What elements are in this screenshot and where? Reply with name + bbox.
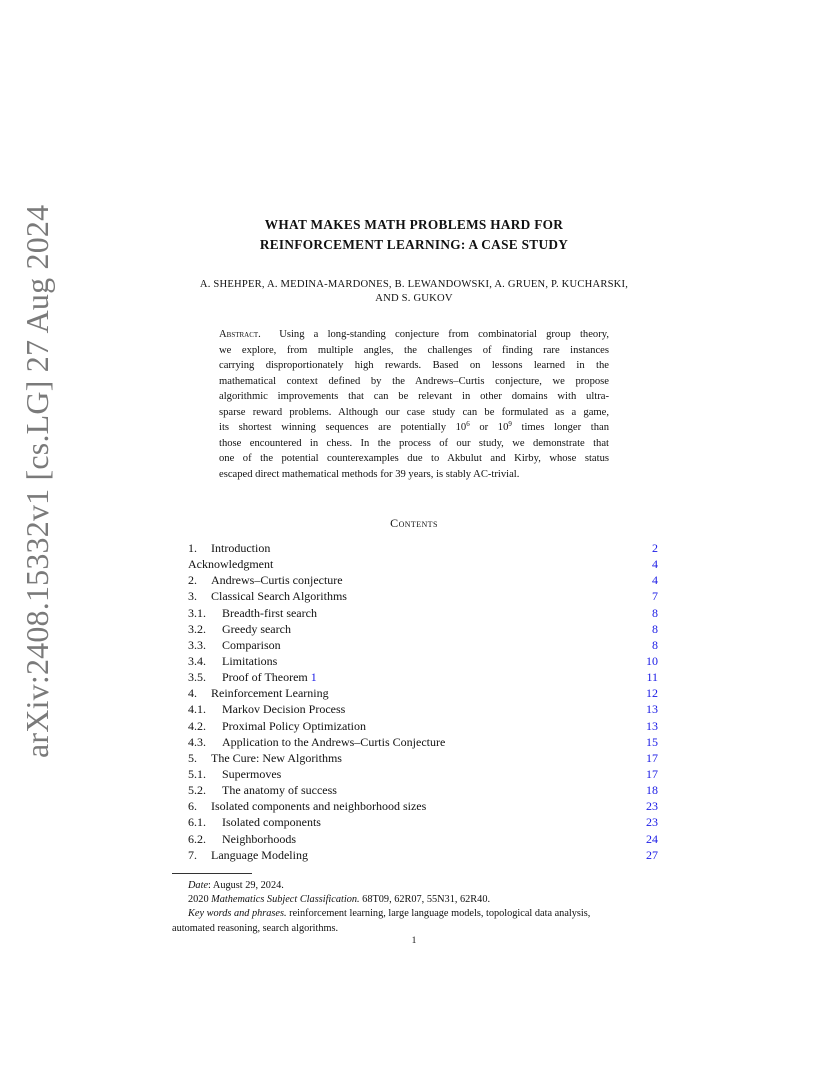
- footnote-value: 68T09, 62R07, 55N31, 62R40.: [359, 894, 491, 906]
- toc-section-number: 6.1.: [188, 815, 206, 830]
- toc-entry[interactable]: [188, 605, 658, 621]
- toc-title-text: Supermoves: [222, 766, 282, 781]
- toc-section-title: [211, 572, 343, 588]
- toc-page-link[interactable]: 8: [652, 621, 658, 636]
- toc-entry[interactable]: [188, 685, 658, 701]
- toc-section-number: 3.3.: [188, 637, 206, 652]
- abstract-line: algorithmic improvements that can be relevant in other domains with ultra-: [219, 391, 609, 402]
- toc-section-title: [222, 653, 277, 669]
- footnote-msc: [172, 893, 658, 907]
- footnote-label: Key words and phrases.: [188, 908, 287, 920]
- toc-title-text: Neighborhoods: [222, 831, 296, 846]
- toc-section-number: 3.1.: [188, 605, 206, 620]
- toc-page-link[interactable]: 11: [646, 670, 658, 685]
- toc-title-text: The Cure: New Algorithms: [211, 750, 342, 765]
- abstract-line: [219, 420, 609, 436]
- toc-section-title: [222, 605, 317, 621]
- toc-title-text: Comparison: [222, 637, 281, 652]
- toc-page-link[interactable]: 24: [646, 831, 658, 846]
- toc-entry[interactable]: [188, 588, 658, 604]
- abstract-line: escaped direct mathematical methods for 39 years, is stably AC-trivial.: [219, 468, 520, 480]
- toc-section-title: [222, 782, 337, 798]
- toc-section-number: 5.: [188, 750, 197, 765]
- footnote-value: reinforcement learning, large language models, topological data analysis,: [286, 908, 591, 920]
- abstract-text: Using a long-standing conjecture from combinatorial group theory,: [279, 329, 610, 340]
- toc-section-title: [211, 540, 270, 556]
- toc-title-text: Acknowledgment: [188, 557, 274, 572]
- toc-section-title: [211, 798, 426, 814]
- toc-section-title: [222, 766, 281, 782]
- abstract-line: mathematical context defined by the Andrews–Curtis conjecture, we propose: [219, 375, 609, 387]
- toc-entry[interactable]: [188, 814, 658, 830]
- toc-entry[interactable]: [188, 734, 658, 750]
- footnote-value: : August 29, 2024.: [208, 880, 284, 891]
- abstract: [219, 327, 609, 482]
- footnote-rule: [172, 873, 252, 874]
- arxiv-identifier: arXiv:2408.15332v1 [cs.LG] 27 Aug 2024: [19, 204, 55, 758]
- toc-title-text: Proximal Policy Optimization: [222, 718, 366, 733]
- theorem-reference-link[interactable]: 1: [310, 670, 317, 685]
- toc-entry[interactable]: [188, 718, 658, 734]
- abstract-heading: Abstract.: [219, 329, 261, 340]
- toc-entry[interactable]: [188, 701, 658, 717]
- abstract-line: sparse reward problems. Although our case study can be formulated as a game,: [219, 406, 609, 418]
- toc-section-number: 4.: [188, 686, 197, 701]
- toc-section-number: 7.: [188, 847, 197, 862]
- toc-section-number: 4.3.: [188, 734, 206, 749]
- toc-entry[interactable]: [188, 621, 658, 637]
- toc-title-text: Markov Decision Process: [222, 702, 346, 717]
- toc-title-text: Greedy search: [222, 621, 291, 636]
- toc-page-link[interactable]: 4: [652, 557, 658, 572]
- toc-section-number: 1.: [188, 541, 197, 555]
- toc-section-title: [211, 750, 342, 766]
- toc-title-text: Isolated components: [222, 815, 321, 830]
- toc-section-title: [222, 814, 321, 830]
- toc-page-link[interactable]: 10: [646, 653, 658, 668]
- toc-section-title: [211, 588, 347, 604]
- toc-section-number: 4.1.: [188, 702, 206, 717]
- toc-title-text: Isolated components and neighborhood sizes: [211, 799, 427, 814]
- toc-section-number: 4.2.: [188, 718, 206, 733]
- toc-entry[interactable]: [188, 572, 658, 588]
- toc-page-link[interactable]: 13: [646, 702, 658, 717]
- toc-title-text: Proof of Theorem: [222, 670, 311, 685]
- toc-title-text: Limitations: [222, 653, 278, 668]
- author-line-1: A. SHEHPER, A. MEDINA-MARDONES, B. LEWANDOWSKI, A. GRUEN, P. KUCHARSKI,: [199, 279, 629, 290]
- toc-section-number: 5.2.: [188, 783, 206, 798]
- toc-section-number: 3.4.: [188, 653, 206, 668]
- abstract-text: its shortest winning sequences are potentially 10: [219, 422, 467, 433]
- toc-section-title: [222, 637, 281, 653]
- toc-page-link[interactable]: 23: [646, 799, 658, 814]
- table-of-contents: [188, 540, 658, 863]
- toc-entry[interactable]: [188, 540, 658, 556]
- abstract-line: those encountered in chess. In the process of our study, we demonstrate that: [219, 437, 609, 449]
- abstract-text: or 10: [469, 422, 509, 433]
- footnote-label: Mathematics Subject Classification.: [211, 894, 360, 906]
- toc-entry[interactable]: [188, 831, 658, 847]
- contents-heading: Contents: [390, 516, 438, 530]
- toc-title-text: The anatomy of success: [222, 783, 337, 798]
- toc-section-number: 2.: [188, 573, 197, 588]
- toc-page-link[interactable]: 2: [652, 541, 658, 555]
- toc-section-title: [222, 621, 291, 637]
- toc-page-link[interactable]: 4: [652, 573, 658, 588]
- toc-page-link[interactable]: 13: [646, 718, 658, 733]
- toc-title-text: Reinforcement Learning: [211, 686, 329, 701]
- toc-section-number: 5.1.: [188, 766, 206, 781]
- toc-section-number: 3.2.: [188, 621, 206, 636]
- footnote-date: [172, 879, 658, 893]
- toc-entry[interactable]: [188, 750, 658, 766]
- author-list: [0, 278, 828, 306]
- footnotes: [172, 879, 658, 936]
- toc-section-number: 3.5.: [188, 670, 206, 685]
- toc-page-link[interactable]: 12: [646, 686, 658, 701]
- toc-section-title: [222, 831, 296, 847]
- toc-section-title: [222, 734, 445, 750]
- toc-section-title: [222, 718, 366, 734]
- toc-entry[interactable]: [188, 766, 658, 782]
- title-line-1: WHAT MAKES MATH PROBLEMS HARD FOR: [264, 217, 564, 232]
- abstract-line: we explore, from multiple angles, the challenges of finding rare instances: [219, 344, 609, 356]
- title-line-2: REINFORCEMENT LEARNING: A CASE STUDY: [259, 237, 569, 252]
- abstract-line: carrying disproportionately high rewards. Based on lessons learned in the: [219, 360, 609, 371]
- toc-page-link[interactable]: 7: [652, 589, 658, 604]
- toc-page-link[interactable]: 17: [646, 750, 658, 765]
- footnote-keywords-continued: automated reasoning, search algorithms.: [172, 922, 339, 934]
- abstract-line: one of the potential counterexamples due to Akbulut and Kirby, whose status: [219, 453, 609, 464]
- toc-title-text: Language Modeling: [211, 847, 308, 862]
- toc-section-number: 3.: [188, 589, 197, 604]
- toc-page-link[interactable]: 8: [652, 637, 658, 652]
- toc-section-title: [222, 669, 317, 685]
- toc-title-text: Breadth-first search: [222, 605, 317, 620]
- footnote-keywords: [172, 907, 658, 921]
- toc-entry[interactable]: [188, 798, 658, 814]
- abstract-line: [219, 327, 609, 343]
- toc-section-title: [211, 685, 329, 701]
- toc-entry[interactable]: [188, 653, 658, 669]
- toc-entry[interactable]: [188, 669, 658, 685]
- paper-title: [0, 215, 828, 255]
- toc-section-number: 6.: [188, 799, 197, 814]
- toc-page-link[interactable]: 17: [646, 766, 658, 781]
- toc-title-text: Andrews–Curtis conjecture: [211, 573, 343, 588]
- footnote-label: Date: [188, 880, 209, 891]
- footnote-prefix: 2020: [188, 894, 212, 906]
- toc-title-text: Application to the Andrews–Curtis Conjecture: [222, 734, 446, 749]
- exponent: 9: [508, 420, 512, 428]
- toc-section-title: [211, 847, 308, 863]
- abstract-text: times longer than: [511, 422, 610, 433]
- toc-page-link[interactable]: 23: [646, 815, 658, 830]
- toc-entry[interactable]: [188, 782, 658, 798]
- toc-entry[interactable]: [188, 556, 658, 572]
- toc-entry[interactable]: [188, 847, 658, 863]
- toc-page-link[interactable]: 18: [646, 783, 658, 798]
- toc-entry[interactable]: [188, 637, 658, 653]
- toc-page-link[interactable]: 15: [646, 734, 658, 749]
- page-number: 1: [411, 936, 417, 946]
- author-line-2: AND S. GUKOV: [375, 293, 453, 304]
- toc-page-link[interactable]: 8: [652, 605, 658, 620]
- exponent: 6: [466, 420, 470, 428]
- toc-section-title: [222, 701, 345, 717]
- toc-title-text: Classical Search Algorithms: [211, 589, 347, 604]
- toc-title-text: Introduction: [211, 541, 271, 555]
- toc-section-title: [188, 556, 273, 572]
- toc-page-link[interactable]: 27: [646, 847, 658, 862]
- toc-section-number: 6.2.: [188, 831, 206, 846]
